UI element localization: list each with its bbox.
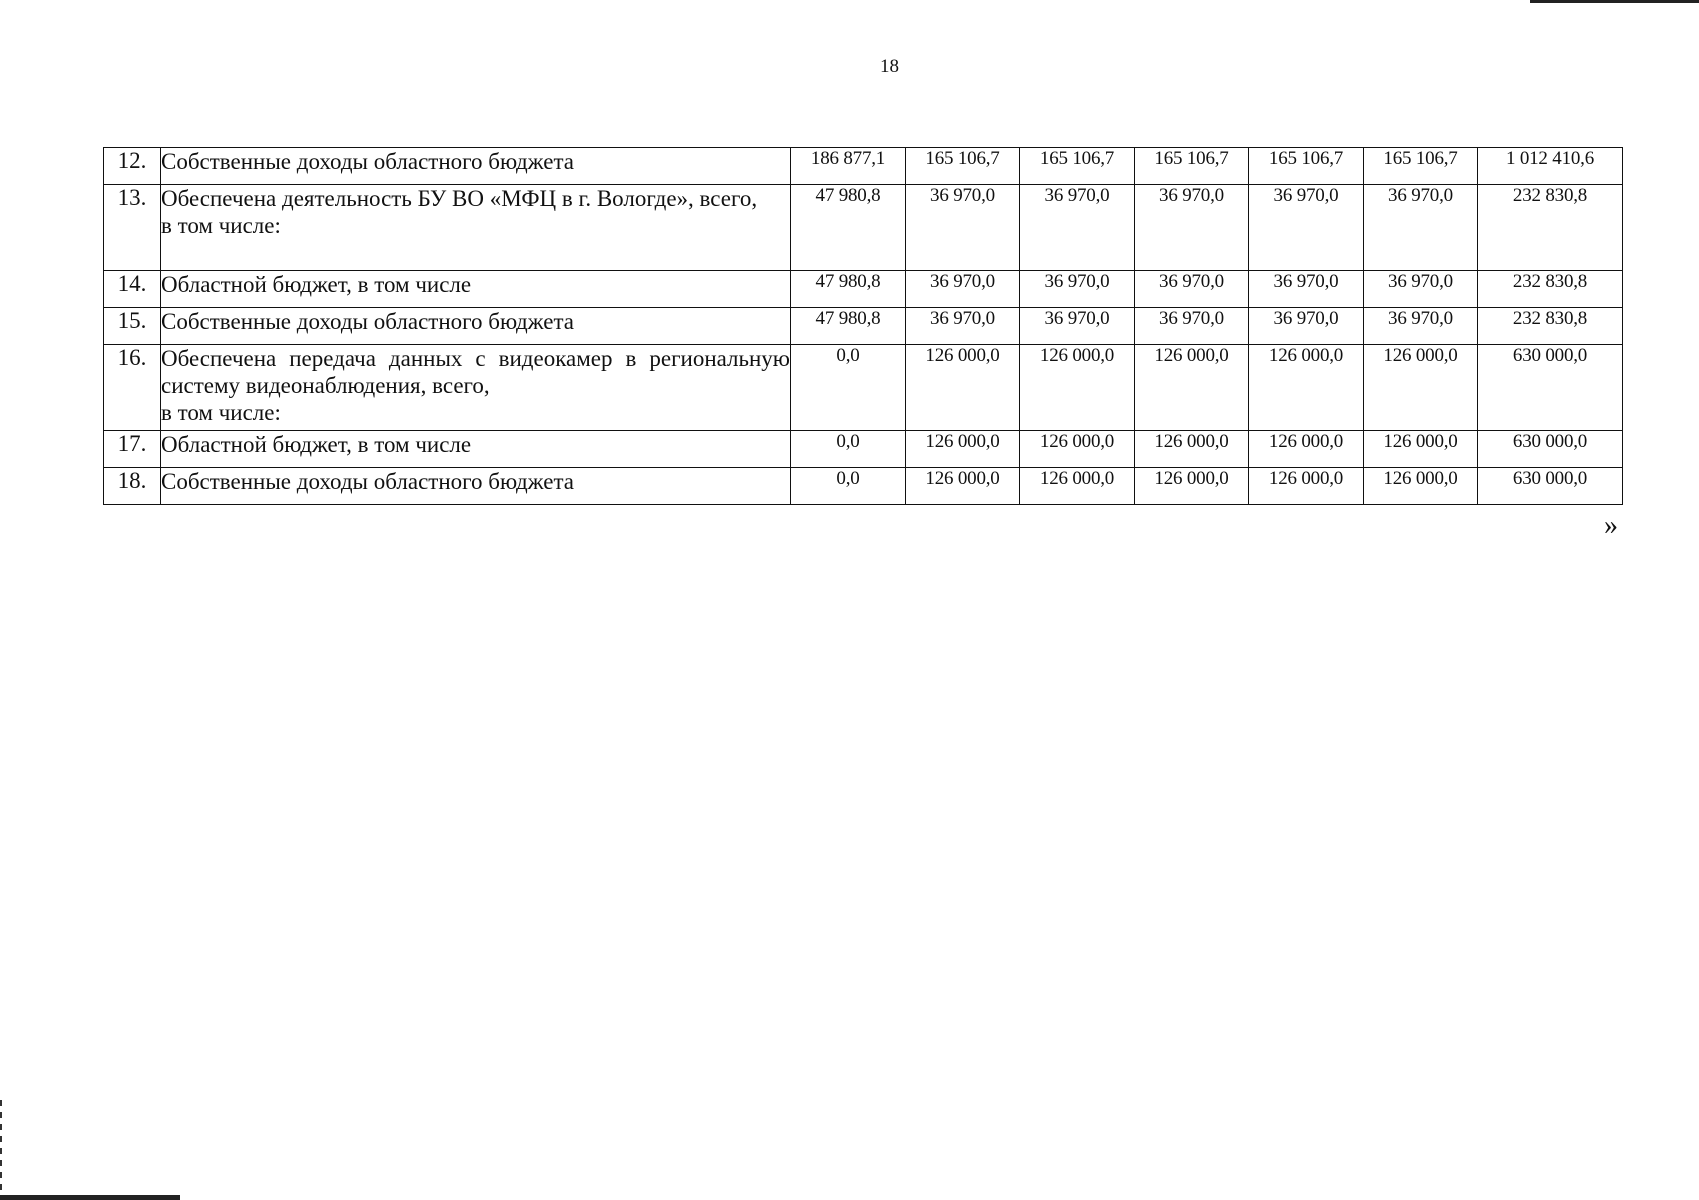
value-cell: 36 970,0 [1249,308,1364,345]
table-row [104,148,1623,185]
row-name: Собственные доходы областного бюджета [161,308,791,345]
value-cell: 36 970,0 [1364,308,1478,345]
value-cell: 126 000,0 [1364,431,1478,468]
page-number: 18 [880,56,899,77]
value-cell: 36 970,0 [1249,271,1364,308]
value-cell: 126 000,0 [1020,468,1135,505]
total-cell: 630 000,0 [1478,345,1623,431]
value-cell: 165 106,7 [906,148,1020,185]
table-row [104,345,1623,431]
value-cell: 126 000,0 [906,345,1020,431]
row-number: 14. [104,271,161,308]
value-cell: 126 000,0 [1135,345,1249,431]
value-cell: 0,0 [791,345,906,431]
value-cell: 47 980,8 [791,308,906,345]
value-cell: 126 000,0 [1364,468,1478,505]
value-cell: 186 877,1 [791,148,906,185]
row-name-extra: в том числе: [161,213,281,238]
row-name [161,185,791,271]
table-row [104,185,1623,271]
value-cell: 36 970,0 [1364,185,1478,271]
table-row [104,468,1623,505]
value-cell: 47 980,8 [791,185,906,271]
value-cell: 36 970,0 [1135,185,1249,271]
row-name [161,345,791,431]
budget-table [103,147,1623,505]
value-cell: 0,0 [791,468,906,505]
value-cell: 126 000,0 [1135,468,1249,505]
row-name-text: Обеспечена передача данных с видеокамер в региональную систему видеонаблюдения, всего, [161,346,790,398]
value-cell: 165 106,7 [1020,148,1135,185]
row-name-extra: в том числе: [161,400,281,425]
value-cell: 36 970,0 [906,271,1020,308]
row-name-text: Обеспечена деятельность БУ ВО «МФЦ в г. Вологде», всего, [161,186,758,211]
value-cell: 36 970,0 [1020,185,1135,271]
table-row [104,271,1623,308]
table-row [104,308,1623,345]
total-cell: 1 012 410,6 [1478,148,1623,185]
scan-edge-line [1530,0,1699,3]
row-number: 15. [104,308,161,345]
value-cell: 36 970,0 [1135,308,1249,345]
value-cell: 36 970,0 [1249,185,1364,271]
value-cell: 126 000,0 [1020,431,1135,468]
value-cell: 36 970,0 [906,308,1020,345]
row-name: Областной бюджет, в том числе [161,431,791,468]
value-cell: 126 000,0 [1364,345,1478,431]
value-cell: 126 000,0 [1020,345,1135,431]
value-cell: 126 000,0 [906,431,1020,468]
row-number: 13. [104,185,161,271]
value-cell: 165 106,7 [1364,148,1478,185]
total-cell: 630 000,0 [1478,468,1623,505]
value-cell: 36 970,0 [906,185,1020,271]
row-number: 17. [104,431,161,468]
row-name: Собственные доходы областного бюджета [161,148,791,185]
value-cell: 126 000,0 [1135,431,1249,468]
value-cell: 36 970,0 [1364,271,1478,308]
row-name: Собственные доходы областного бюджета [161,468,791,505]
value-cell: 165 106,7 [1135,148,1249,185]
row-number: 12. [104,148,161,185]
total-cell: 232 830,8 [1478,308,1623,345]
value-cell: 126 000,0 [1249,431,1364,468]
total-cell: 232 830,8 [1478,185,1623,271]
closing-quote-mark: » [1604,510,1618,541]
value-cell: 126 000,0 [1249,468,1364,505]
value-cell: 165 106,7 [1249,148,1364,185]
value-cell: 126 000,0 [906,468,1020,505]
total-cell: 232 830,8 [1478,271,1623,308]
total-cell: 630 000,0 [1478,431,1623,468]
value-cell: 47 980,8 [791,271,906,308]
value-cell: 36 970,0 [1020,308,1135,345]
scan-edge-line [0,1195,180,1200]
table-row [104,431,1623,468]
scan-edge-dashes [0,1100,2,1195]
row-number: 18. [104,468,161,505]
value-cell: 0,0 [791,431,906,468]
value-cell: 36 970,0 [1135,271,1249,308]
row-name: Областной бюджет, в том числе [161,271,791,308]
row-number: 16. [104,345,161,431]
value-cell: 36 970,0 [1020,271,1135,308]
value-cell: 126 000,0 [1249,345,1364,431]
